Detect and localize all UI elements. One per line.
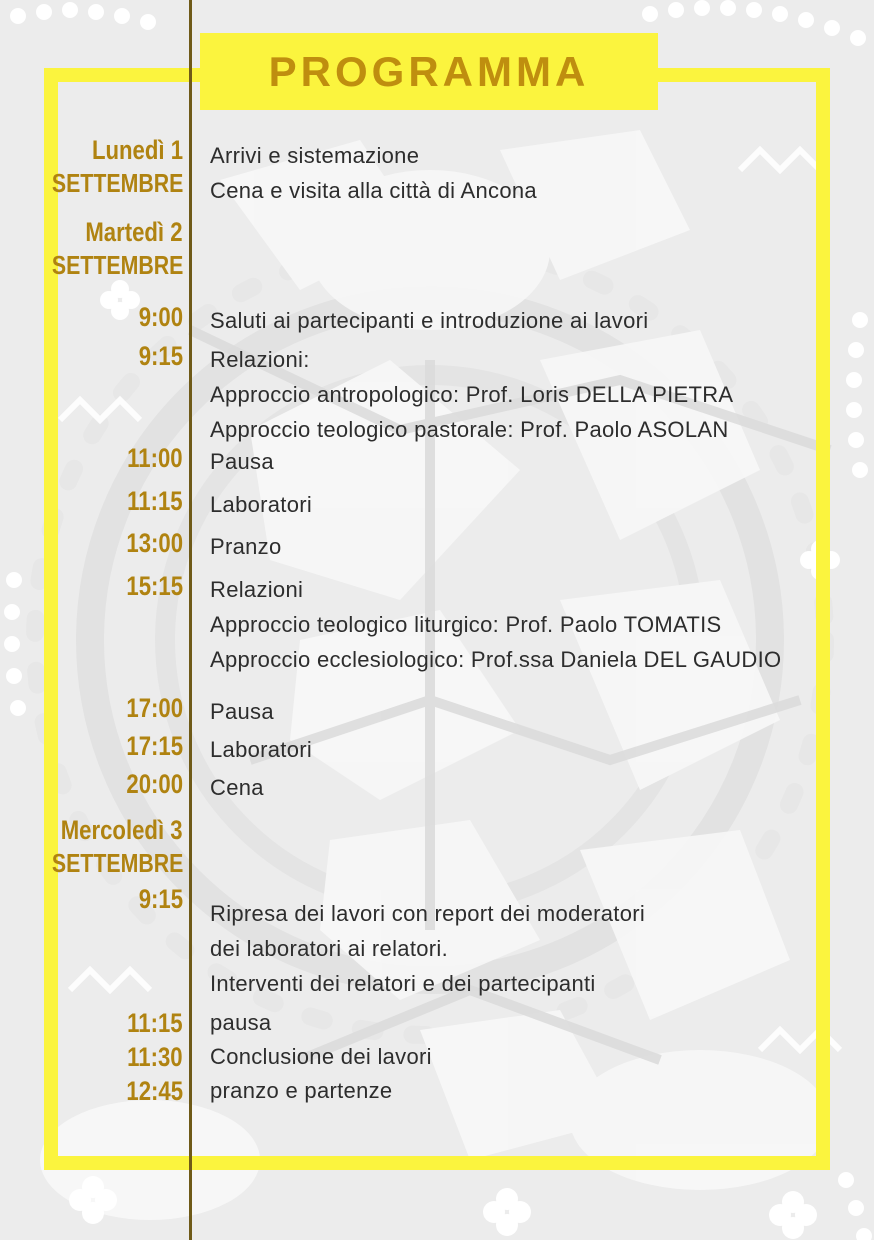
event-line: Relazioni:: [210, 347, 310, 372]
event-line: Interventi dei relatori e dei partecipanti: [210, 971, 596, 996]
event-line: Arrivi e sistemazione: [210, 143, 420, 168]
event-line: Approccio antropologico: Prof. Loris DELLA PIETRA: [210, 382, 734, 407]
day-label: Mercoledì 3 SETTEMBRE: [51, 815, 183, 878]
time-label: 11:30: [127, 1042, 183, 1072]
time-label: 11:15: [127, 1008, 183, 1038]
time-label: 9:15: [138, 341, 183, 371]
time-label: 9:00: [138, 302, 183, 332]
time-label: 17:15: [126, 731, 183, 761]
event-line: dei laboratori ai relatori.: [210, 936, 448, 961]
event-line: pranzo e partenze: [210, 1078, 393, 1103]
event-line: Saluti ai partecipanti e introduzione ai lavori: [210, 308, 649, 333]
month-label: SETTEMBRE: [51, 848, 183, 878]
page-title: PROGRAMMA: [268, 47, 590, 95]
time-label: 15:15: [126, 571, 183, 601]
time-label: 11:00: [127, 443, 183, 473]
divider-line: [189, 0, 192, 1240]
event-line: pausa: [210, 1010, 272, 1035]
event-line: Cena e visita alla città di Ancona: [210, 178, 537, 203]
month-label: SETTEMBRE: [51, 168, 183, 198]
event-line: Pausa: [210, 699, 274, 724]
event-line: Ripresa dei lavori con report dei moderatori: [210, 901, 646, 926]
time-label: 20:00: [126, 769, 183, 799]
time-label: 13:00: [126, 528, 183, 558]
event-line: Relazioni: [210, 577, 304, 602]
time-label: 17:00: [126, 693, 183, 723]
event-line: Laboratori: [210, 492, 313, 517]
event-line: Cena: [210, 775, 264, 800]
event-line: Approccio teologico liturgico: Prof. Paolo TOMATIS: [210, 612, 722, 637]
event-line: Approccio ecclesiologico: Prof.ssa Daniela DEL GAUDIO: [210, 647, 782, 672]
event-line: Pausa: [210, 449, 274, 474]
time-label: 11:15: [127, 486, 183, 516]
event-line: Conclusione dei lavori: [210, 1044, 432, 1069]
time-label: 12:45: [126, 1076, 183, 1106]
title-banner: [200, 33, 658, 110]
day-label: Martedì 2 SETTEMBRE: [51, 217, 183, 280]
time-label: 9:15: [138, 884, 183, 914]
event-line: Laboratori: [210, 737, 313, 762]
event-line: Pranzo: [210, 534, 282, 559]
event-line: Approccio teologico pastorale: Prof. Paolo ASOLAN: [210, 417, 729, 442]
day-label: Lunedì 1 SETTEMBRE: [51, 135, 183, 198]
month-label: SETTEMBRE: [51, 250, 183, 280]
